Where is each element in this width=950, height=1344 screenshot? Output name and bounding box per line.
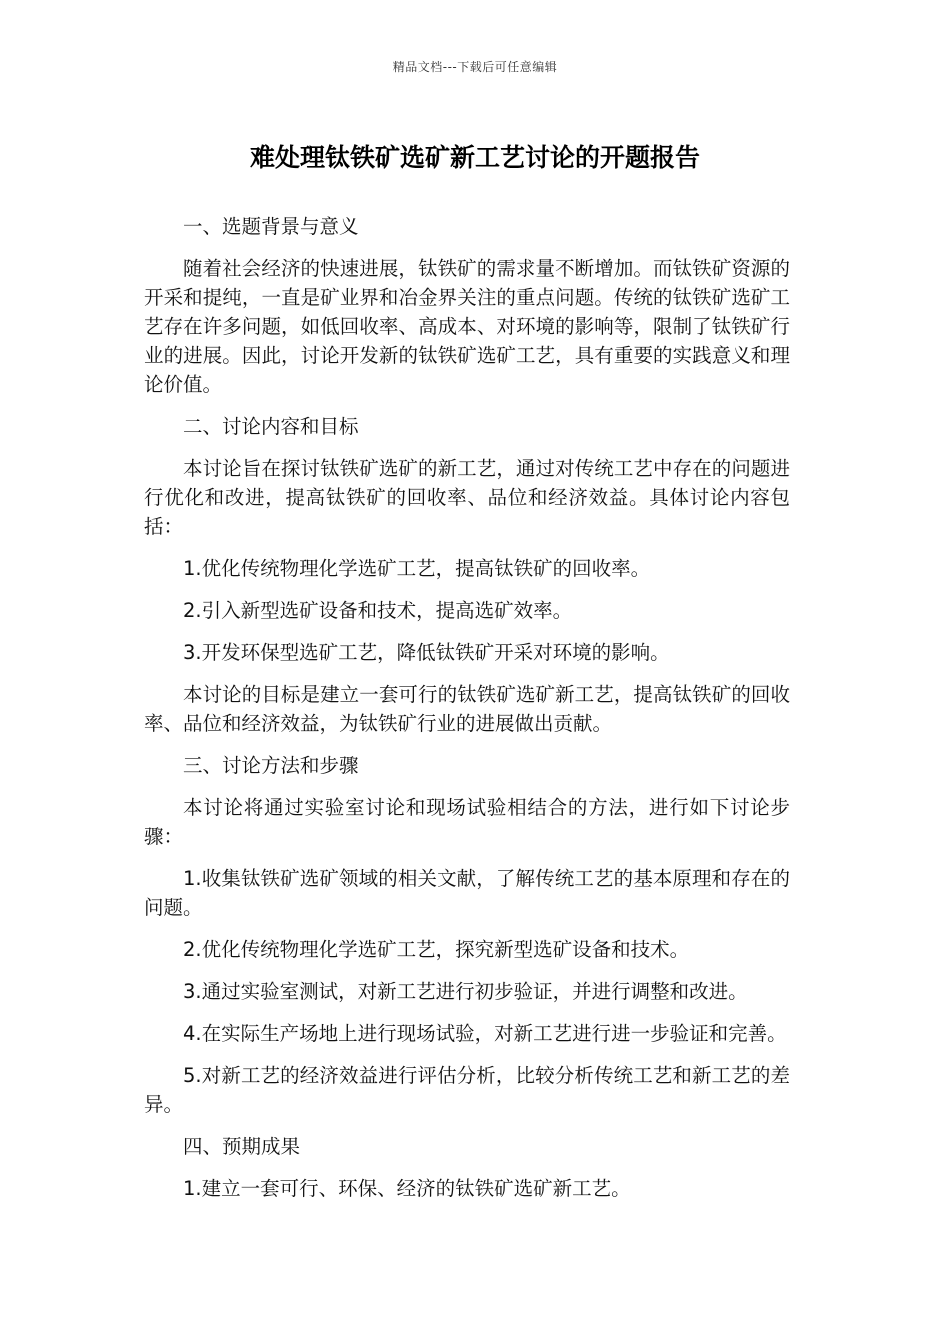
document-title: 难处理钛铁矿选矿新工艺讨论的开题报告 <box>249 143 700 172</box>
list-item-step-1: 1.收集钛铁矿选矿领域的相关文献，了解传统工艺的基本原理和存在的问题。 <box>144 867 790 919</box>
list-item-result-1: 1.建立一套可行、环保、经济的钛铁矿选矿新工艺。 <box>183 1177 631 1200</box>
list-item-step-5: 5.对新工艺的经济效益进行评估分析，比较分析传统工艺和新工艺的差异。 <box>144 1064 790 1116</box>
section-heading-expected-results: 四、预期成果 <box>183 1135 301 1158</box>
document-body <box>144 212 790 1216</box>
list-item-step-3: 3.通过实验室测试，对新工艺进行初步验证，并进行调整和改进。 <box>183 980 748 1003</box>
section-heading-methods: 三、讨论方法和步骤 <box>183 754 359 777</box>
list-item-step-4: 4.在实际生产场地上进行现场试验，对新工艺进行进一步验证和完善。 <box>183 1022 787 1045</box>
page-header: 精品文档---下载后可任意编辑 <box>392 60 558 74</box>
section-heading-background: 一、选题背景与意义 <box>183 215 359 238</box>
list-item-content-3: 3.开发环保型选矿工艺，降低钛铁矿开采对环境的影响。 <box>183 641 670 664</box>
paragraph-goals: 本讨论的目标是建立一套可行的钛铁矿选矿新工艺，提高钛铁矿的回收率、品位和经济效益，为钛铁矿行业的进展做出贡献。 <box>144 683 790 735</box>
paragraph-background: 随着社会经济的快速进展，钛铁矿的需求量不断增加。而钛铁矿资源的开采和提纯，一直是矿业界和冶金界关注的重点问题。传统的钛铁矿选矿工艺存在许多问题，如低回收率、高成本、对环境的影响等，限制了钛铁矿行业的进展。因此，讨论开发新的钛铁矿选矿工艺，具有重要的实践意义和理论价值。 <box>144 257 790 396</box>
list-item-content-2: 2.引入新型选矿设备和技术，提高选矿效率。 <box>183 599 573 622</box>
paragraph-methods-intro: 本讨论将通过实验室讨论和现场试验相结合的方法，进行如下讨论步骤： <box>144 796 790 848</box>
paragraph-content-intro: 本讨论旨在探讨钛铁矿选矿的新工艺，通过对传统工艺中存在的问题进行优化和改进，提高钛铁矿的回收率、品位和经济效益。具体讨论内容包括： <box>144 457 790 538</box>
section-heading-content-goals: 二、讨论内容和目标 <box>183 415 359 438</box>
list-item-step-2: 2.优化传统物理化学选矿工艺，探究新型选矿设备和技术。 <box>183 938 690 961</box>
list-item-content-1: 1.优化传统物理化学选矿工艺，提高钛铁矿的回收率。 <box>183 557 651 580</box>
